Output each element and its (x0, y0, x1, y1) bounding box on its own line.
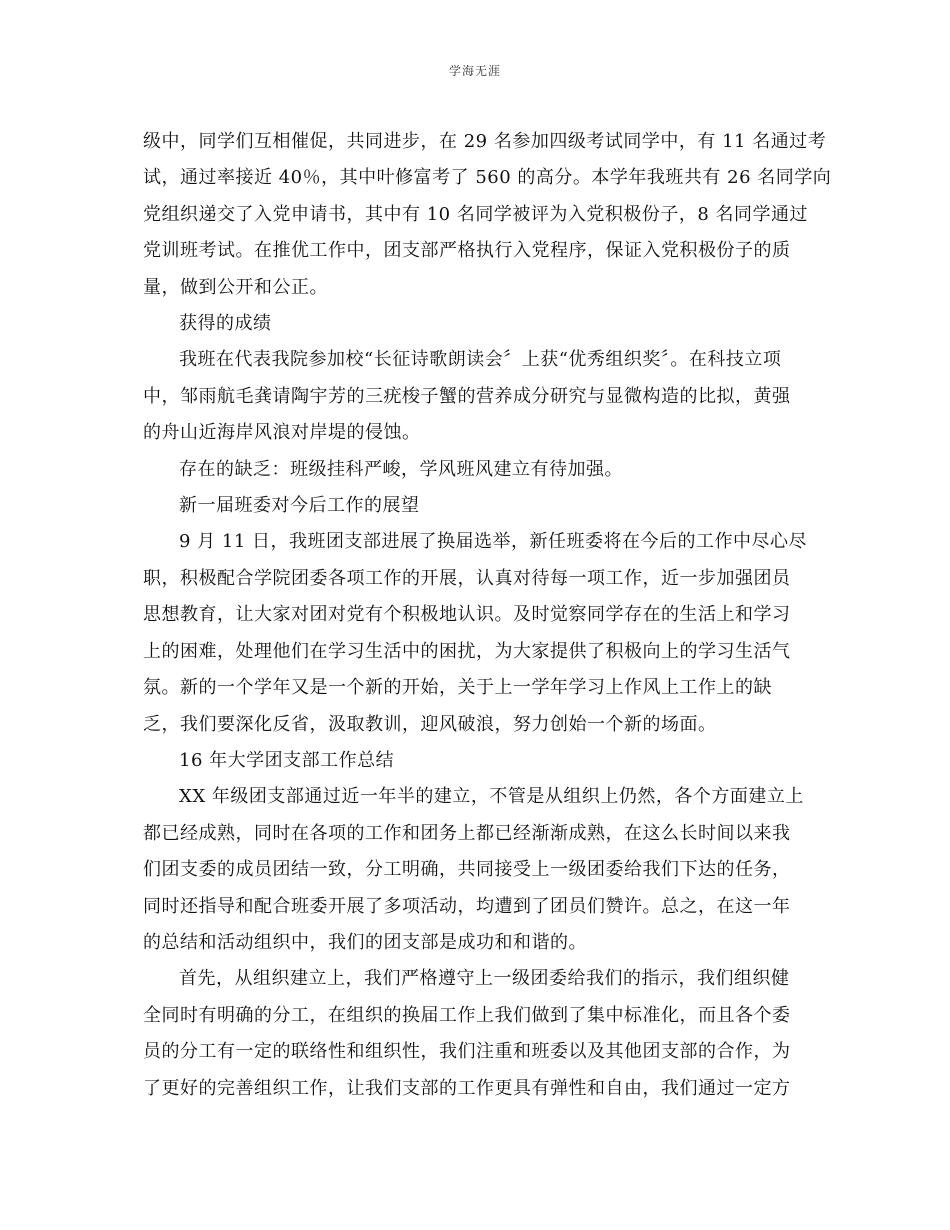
text-line: 9 月 11 日，我班团支部进展了换届选举，新任班委将在今后的工作中尽心尽 (179, 531, 808, 553)
paragraph-shortcomings (143, 452, 813, 488)
text-line: 都已经成熟，同时在各项的工作和团务上都已经渐渐成熟，在这么长时间以来我 (143, 822, 791, 844)
text-line: 了更好的完善组织工作，让我们支部的工作更具有弹性和自由，我们通过一定方 (143, 1077, 791, 1099)
text-line: 党组织递交了入党申请书，其中有 10 名同学被评为入党积极份子，8 名同学通过 (143, 203, 809, 225)
text-line: 16 年大学团支部工作总结 (179, 749, 395, 771)
text-line: 新一届班委对今后工作的展望 (179, 495, 420, 517)
paragraph-1 (143, 124, 832, 306)
text-line: 上的困难，处理他们在学习生活中的困扰，为大家提供了积极向上的学习生活气 (143, 640, 791, 662)
paragraph-achievements (143, 342, 813, 451)
text-line: 全同时有明确的分工，在组织的换届工作上我们做到了集中标准化，而且各个委 (143, 1004, 791, 1026)
text-line: 职，积极配合学院团委各项工作的开展，认真对待每一项工作，近一步加强团员 (143, 567, 791, 589)
text-line: 获得的成绩 (179, 313, 272, 335)
text-line: 党训班考试。在推优工作中，团支部严格执行入党程序，保证入党积极份子的质 (143, 240, 791, 262)
section-heading-outlook (143, 488, 813, 524)
paragraph-organization (143, 961, 813, 1107)
page-header: 学海无涯 (448, 64, 501, 78)
text-line: 氛。新的一个学年又是一个新的开始，关于上一学年学习上作风上工作上的缺 (143, 677, 772, 699)
paragraph-outlook (143, 524, 813, 742)
text-line: 中，邹雨航毛龚请陶宇芳的三疣梭子蟹的营养成分研究与显微构造的比拟，黄强 (143, 385, 791, 407)
text-line: 们团支委的成员团结一致，分工明确，共同接受上一级团委给我们下达的任务， (143, 859, 791, 881)
text-line: 存在的缺乏：班级挂科严峻，学风班风建立有待加强。 (179, 458, 623, 480)
text-line: 我班在代表我院参加校“长征诗歌朗读会〞上获“优秀组织奖〞。在科技立项 (179, 349, 782, 371)
text-line: 的总结和活动组织中，我们的团支部是成功和和谐的。 (143, 931, 587, 953)
paragraph-summary (143, 779, 813, 961)
text-line: 思想教育，让大家对团对党有个积极地认识。及时觉察同学存在的生活上和学习 (143, 604, 791, 626)
text-line: 量，做到公开和公正。 (143, 276, 328, 298)
document-body (143, 124, 832, 1107)
section-heading-summary (143, 743, 813, 779)
text-line: XX 年级团支部通过近一年半的建立，不管是从组织上仍然，各个方面建立上 (179, 786, 804, 808)
text-line: 的舟山近海岸风浪对岸堤的侵蚀。 (143, 422, 421, 444)
section-heading-achievements (143, 306, 813, 342)
text-line: 同时还指导和配合班委开展了多项活动，均遭到了团员们赞许。总之，在这一年 (143, 895, 791, 917)
text-line: 级中，同学们互相催促，共同进步，在 29 名参加四级考试同学中，有 11 名通过考 (143, 131, 827, 152)
text-line: 乏，我们要深化反省，汲取教训，迎风破浪，努力创始一个新的场面。 (143, 713, 717, 735)
text-line: 首先，从组织建立上，我们严格遵守上一级团委给我们的指示，我们组织健 (179, 968, 790, 990)
text-line: 员的分工有一定的联络性和组织性，我们注重和班委以及其他团支部的合作，为 (143, 1041, 791, 1063)
text-line: 试，通过率接近 40％，其中叶修富考了 560 的高分。本学年我班共有 26 名同学向 (143, 167, 832, 189)
